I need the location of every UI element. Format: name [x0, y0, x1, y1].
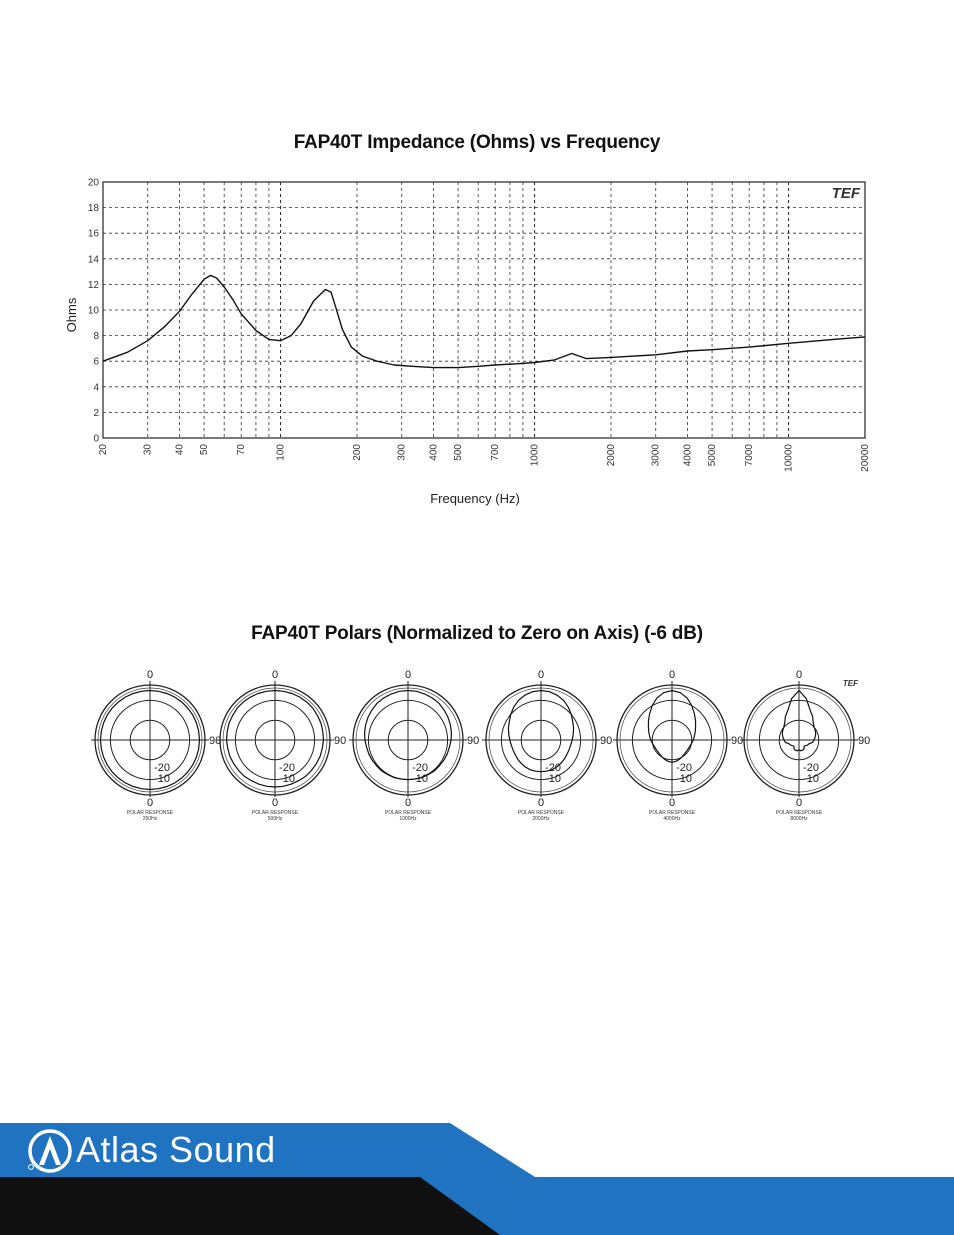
polar-angle-label-bottom: 0	[668, 797, 676, 809]
polar-plot	[740, 669, 870, 822]
x-tick-label: 40	[174, 444, 186, 456]
x-tick-label: 20	[98, 444, 109, 456]
polar-angle-label-right: 90	[731, 735, 744, 747]
polar-angle-label-right: 90	[600, 735, 613, 747]
polar-angle-label-right: 90	[467, 735, 480, 747]
y-tick-label: 2	[93, 407, 99, 419]
polar-plot	[482, 669, 612, 822]
polar-caption-line: POLAR RESPONSE	[384, 810, 432, 816]
y-tick-label: 10	[87, 305, 99, 317]
x-tick-label: 7000	[744, 444, 756, 467]
polar-caption-line: POLAR RESPONSE	[775, 810, 823, 816]
polar-angle-label-right: 90	[858, 735, 871, 747]
y-tick-label: 0	[93, 433, 99, 445]
impedance-chart-title: FAP40T Impedance (Ohms) vs Frequency	[293, 132, 661, 153]
x-axis-label: Frequency (Hz)	[430, 491, 520, 506]
polar-plot	[349, 669, 479, 822]
x-tick-label: 4000	[682, 444, 694, 467]
polar-caption-freq: 4000Hz	[663, 816, 681, 822]
polar-ring-label: -20	[803, 762, 819, 774]
polar-ring-label: -20	[154, 762, 170, 774]
x-tick-label: 5000	[707, 444, 719, 467]
tef-watermark: TEF	[842, 679, 858, 688]
y-tick-label: 14	[87, 254, 99, 266]
polar-angle-label-bottom: 0	[404, 797, 412, 809]
y-tick-label: 18	[87, 203, 99, 215]
polar-ring-label: -20	[545, 762, 561, 774]
x-tick-label: 400	[428, 444, 440, 461]
polar-caption-freq: 250Hz	[142, 816, 158, 822]
x-tick-label: 70	[236, 444, 248, 456]
y-axis-label: Ohms	[64, 297, 79, 333]
polar-ring-label: -20	[676, 762, 692, 774]
y-tick-label: 20	[87, 177, 99, 189]
y-tick-label: 8	[93, 331, 99, 343]
polar-caption-line: POLAR RESPONSE	[126, 810, 174, 816]
polar-angle-label-bottom: 0	[537, 797, 545, 809]
polar-ring-label: -20	[279, 762, 295, 774]
polar-ring-label: -10	[545, 773, 561, 785]
x-tick-label: 200	[352, 444, 363, 461]
x-tick-label: 3000	[650, 444, 662, 467]
tef-watermark: TEF	[831, 185, 860, 202]
polar-ring-label: -10	[676, 773, 692, 785]
polar-angle-label-top: 0	[668, 669, 676, 681]
polar-caption-line: POLAR RESPONSE	[251, 810, 299, 816]
polar-ring-label: -10	[803, 773, 819, 785]
polar-caption-freq: 8000Hz	[790, 816, 808, 822]
polar-angle-label-bottom: 0	[146, 797, 154, 809]
polar-angle-label-right: 90	[209, 735, 222, 747]
polar-angle-label-top: 0	[537, 669, 545, 681]
polar-ring-label: -20	[412, 762, 428, 774]
polar-caption-line: POLAR RESPONSE	[648, 810, 696, 816]
polar-caption-freq: 2000Hz	[532, 816, 550, 822]
polar-plot	[216, 669, 346, 822]
y-tick-label: 12	[87, 279, 99, 291]
x-tick-label: 300	[396, 444, 408, 461]
polar-charts	[0, 660, 954, 830]
y-tick-label: 4	[93, 382, 99, 394]
polar-chart-title: FAP40T Polars (Normalized to Zero on Axis) (-6 dB)	[251, 623, 703, 644]
polar-angle-label-top: 0	[795, 669, 803, 681]
polar-ring-label: -10	[154, 773, 170, 785]
x-tick-label: 1000	[529, 444, 541, 467]
y-tick-label: 6	[93, 356, 99, 368]
x-tick-label: 30	[142, 444, 154, 456]
polar-plot	[613, 669, 743, 822]
polar-angle-label-right: 90	[334, 735, 347, 747]
x-tick-label: 20000	[860, 444, 871, 472]
polar-angle-label-top: 0	[146, 669, 154, 681]
polar-ring-label: -10	[279, 773, 295, 785]
polar-caption-freq: 1000Hz	[399, 816, 417, 822]
polar-plot	[91, 669, 221, 822]
polar-caption-line: POLAR RESPONSE	[517, 810, 565, 816]
polar-angle-label-bottom: 0	[271, 797, 279, 809]
polar-angle-label-bottom: 0	[795, 797, 803, 809]
impedance-chart	[0, 160, 954, 520]
x-tick-label: 2000	[606, 444, 617, 467]
polar-angle-label-top: 0	[271, 669, 279, 681]
polar-angle-label-top: 0	[404, 669, 412, 681]
x-tick-label: 50	[199, 444, 211, 456]
x-tick-label: 700	[490, 444, 502, 461]
x-tick-label: 10000	[783, 444, 795, 472]
polar-ring-label: -10	[412, 773, 428, 785]
brand-logo-text: Atlas Sound	[76, 1129, 276, 1170]
polar-caption-freq: 500Hz	[267, 816, 283, 822]
footer-dark-band	[0, 1177, 500, 1235]
y-tick-label: 16	[87, 228, 99, 240]
x-tick-label: 100	[275, 444, 287, 461]
x-tick-label: 500	[453, 444, 465, 461]
